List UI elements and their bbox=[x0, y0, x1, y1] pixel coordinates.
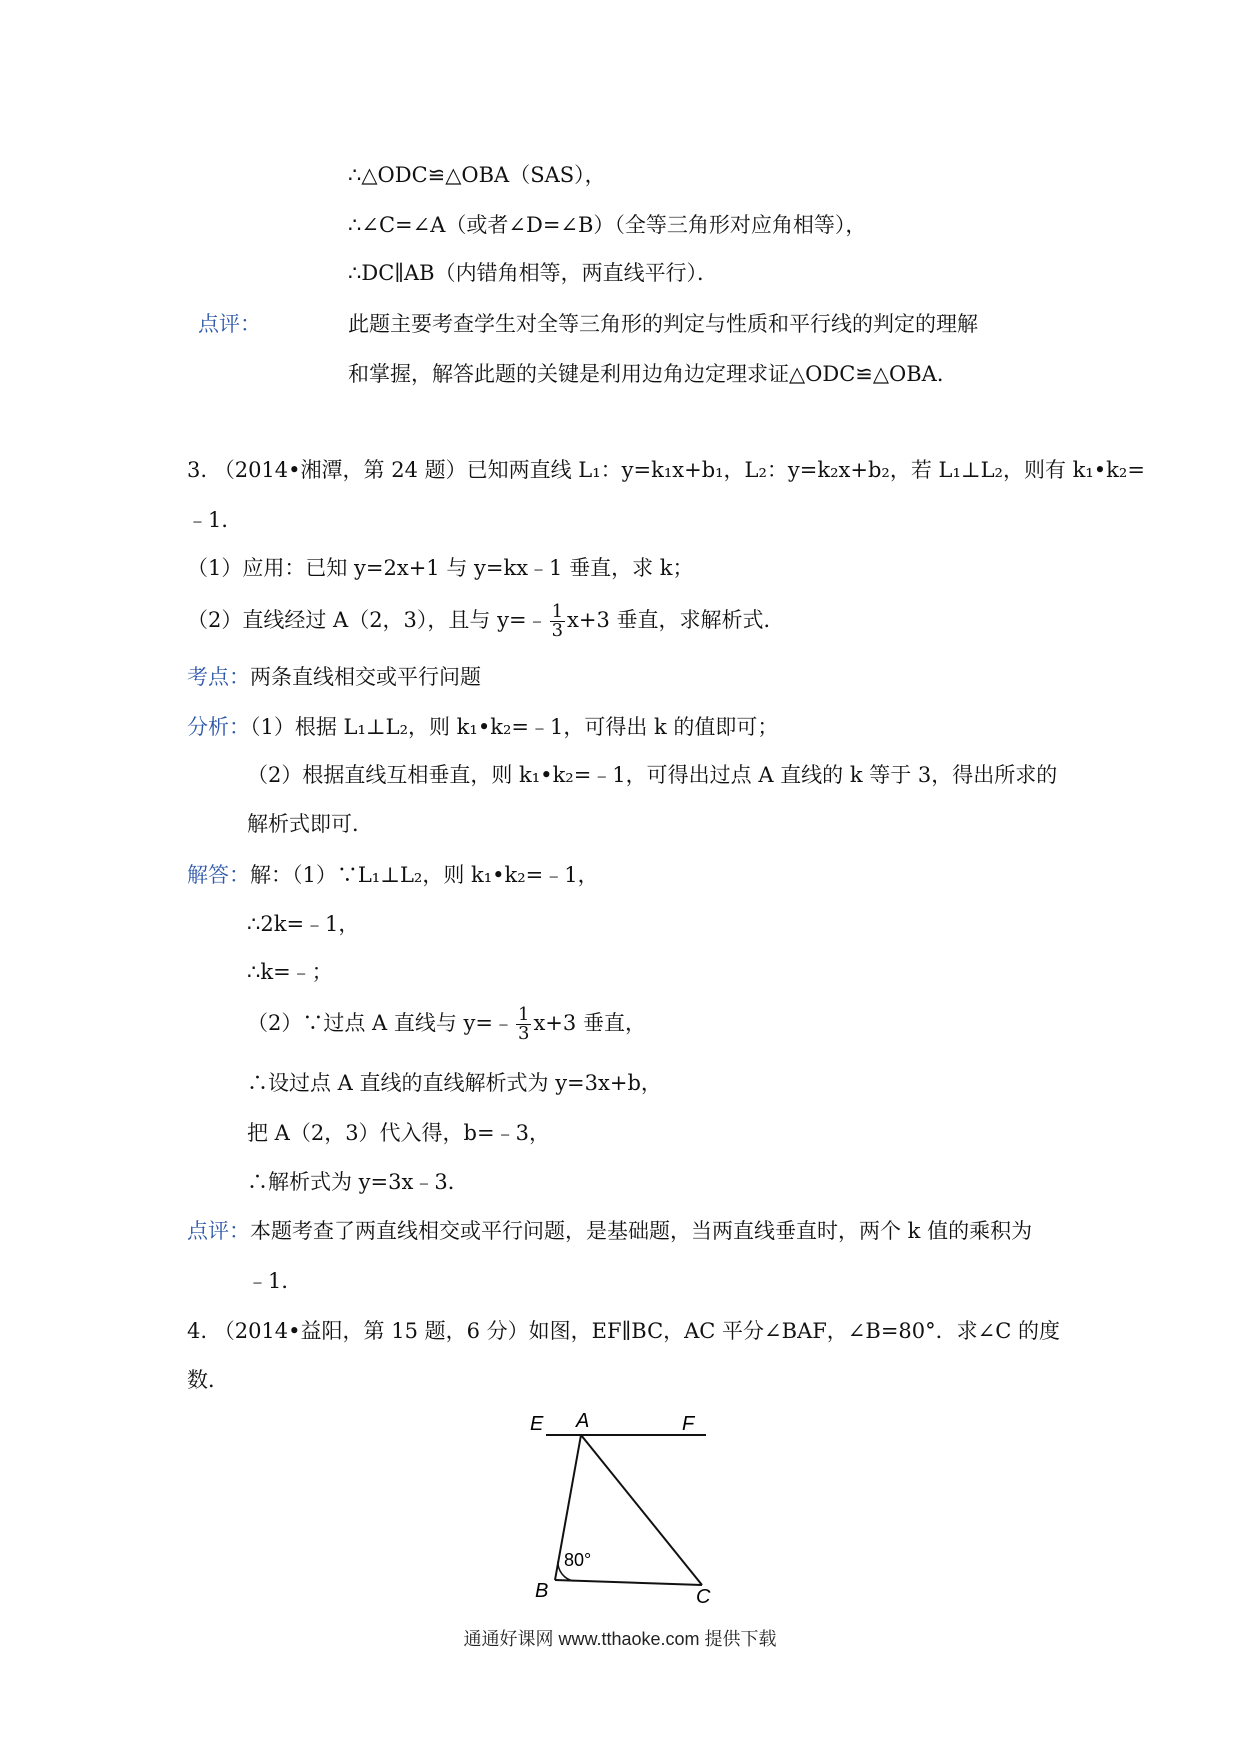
comment-label: 点评： bbox=[198, 312, 261, 336]
jieda-line-6: 把 A（2，3）代入得，b=﹣3， bbox=[247, 1121, 550, 1145]
fraction-numerator: 1 bbox=[551, 601, 564, 622]
q3-part-2-post: x+3 垂直，求解析式． bbox=[567, 608, 785, 632]
q3-stem-line-1: 3. （2014•湘潭，第 24 题）已知两直线 L₁：y=k₁x+b₁，L₂：y=k₂x+b₂，若 L₁⊥L₂，则有 k₁•k₂= bbox=[187, 458, 1145, 482]
q4-stem-line-1: 4. （2014•益阳，第 15 题，6 分）如图，EF∥BC，AC 平分∠BAF，∠B=80°．求∠C 的度 bbox=[187, 1319, 1060, 1343]
kaodian-row bbox=[187, 662, 481, 692]
jieda-line-3: ∴k=﹣； bbox=[247, 960, 333, 984]
label-f: F bbox=[682, 1413, 695, 1435]
jieda-row bbox=[187, 860, 599, 890]
fenxi-line-2: （2）根据直线互相垂直，则 k₁•k₂=﹣1，可得出过点 A 直线的 k 等于 3，得出所求的 bbox=[247, 763, 1058, 787]
q3-part-1: （1）应用：已知 y=2x+1 与 y=kx﹣1 垂直，求 k； bbox=[187, 556, 694, 580]
jieda-line-1: 解：（1）∵L₁⊥L₂，则 k₁•k₂=﹣1， bbox=[250, 863, 599, 887]
label-b: B bbox=[535, 1580, 549, 1602]
fraction-numerator: 1 bbox=[518, 1004, 530, 1025]
dianping-label: 点评： bbox=[187, 1219, 250, 1243]
segment-bc bbox=[555, 1580, 702, 1585]
fraction-denominator: 3 bbox=[518, 1023, 530, 1044]
fraction-denominator: 3 bbox=[551, 620, 564, 641]
fenxi-line-1: （1）根据 L₁⊥L₂，则 k₁•k₂=﹣1，可得出 k 的值即可； bbox=[250, 715, 779, 739]
jieda-line-4-pre: （2）∵过点 A 直线与 y=﹣ bbox=[247, 1011, 515, 1035]
dianping-row bbox=[187, 1216, 1032, 1246]
dianping-line-2: ﹣1． bbox=[247, 1269, 303, 1293]
dianping-line-1: 本题考查了两直线相交或平行问题，是基础题，当两直线垂直时，两个 k 值的乘积为 bbox=[250, 1219, 1033, 1243]
q3-stem-line-2: ﹣1． bbox=[187, 508, 243, 532]
label-e: E bbox=[530, 1413, 544, 1435]
label-a: A bbox=[576, 1410, 590, 1432]
comment-line-1: 此题主要考查学生对全等三角形的判定与性质和平行线的判定的理解 bbox=[348, 312, 978, 336]
jieda-line-4 bbox=[247, 1006, 646, 1043]
jieda-label: 解答： bbox=[187, 863, 250, 887]
proof-line-2: ∴∠C=∠A（或者∠D=∠B）（全等三角形对应角相等）， bbox=[348, 213, 867, 237]
proof-line-3: ∴DC∥AB（内错角相等，两直线平行）． bbox=[348, 261, 719, 285]
angle-label: 80° bbox=[564, 1550, 592, 1570]
fenxi-line-3: 解析式即可． bbox=[247, 812, 373, 836]
jieda-line-5: ∴设过点 A 直线的直线解析式为 y=3x+b， bbox=[247, 1071, 662, 1095]
jieda-line-7: ∴解析式为 y=3x﹣3． bbox=[247, 1170, 469, 1194]
q3-part-2 bbox=[187, 603, 785, 640]
kaodian-text: 两条直线相交或平行问题 bbox=[250, 665, 481, 689]
jieda-line-2: ∴2k=﹣1， bbox=[247, 912, 360, 936]
page-footer: 通通好课网 www.tthaoke.com 提供下载 bbox=[463, 1629, 777, 1649]
geometry-figure bbox=[520, 1395, 730, 1605]
fenxi-row bbox=[187, 712, 778, 742]
proof-line-1: ∴△ODC≌△OBA（SAS）， bbox=[348, 163, 606, 187]
kaodian-label: 考点： bbox=[187, 665, 250, 689]
q3-part-2-pre: （2）直线经过 A（2，3），且与 y=﹣ bbox=[187, 608, 548, 632]
q4-stem-line-2: 数． bbox=[187, 1368, 229, 1392]
fenxi-label: 分析： bbox=[187, 715, 250, 739]
fraction bbox=[516, 1006, 531, 1043]
fraction bbox=[550, 603, 565, 640]
comment-line-2: 和掌握，解答此题的关键是利用边角边定理求证△ODC≌△OBA． bbox=[348, 362, 958, 386]
jieda-line-4-post: x+3 垂直， bbox=[533, 1011, 646, 1035]
label-c: C bbox=[696, 1586, 711, 1605]
segment-ac bbox=[581, 1435, 702, 1585]
